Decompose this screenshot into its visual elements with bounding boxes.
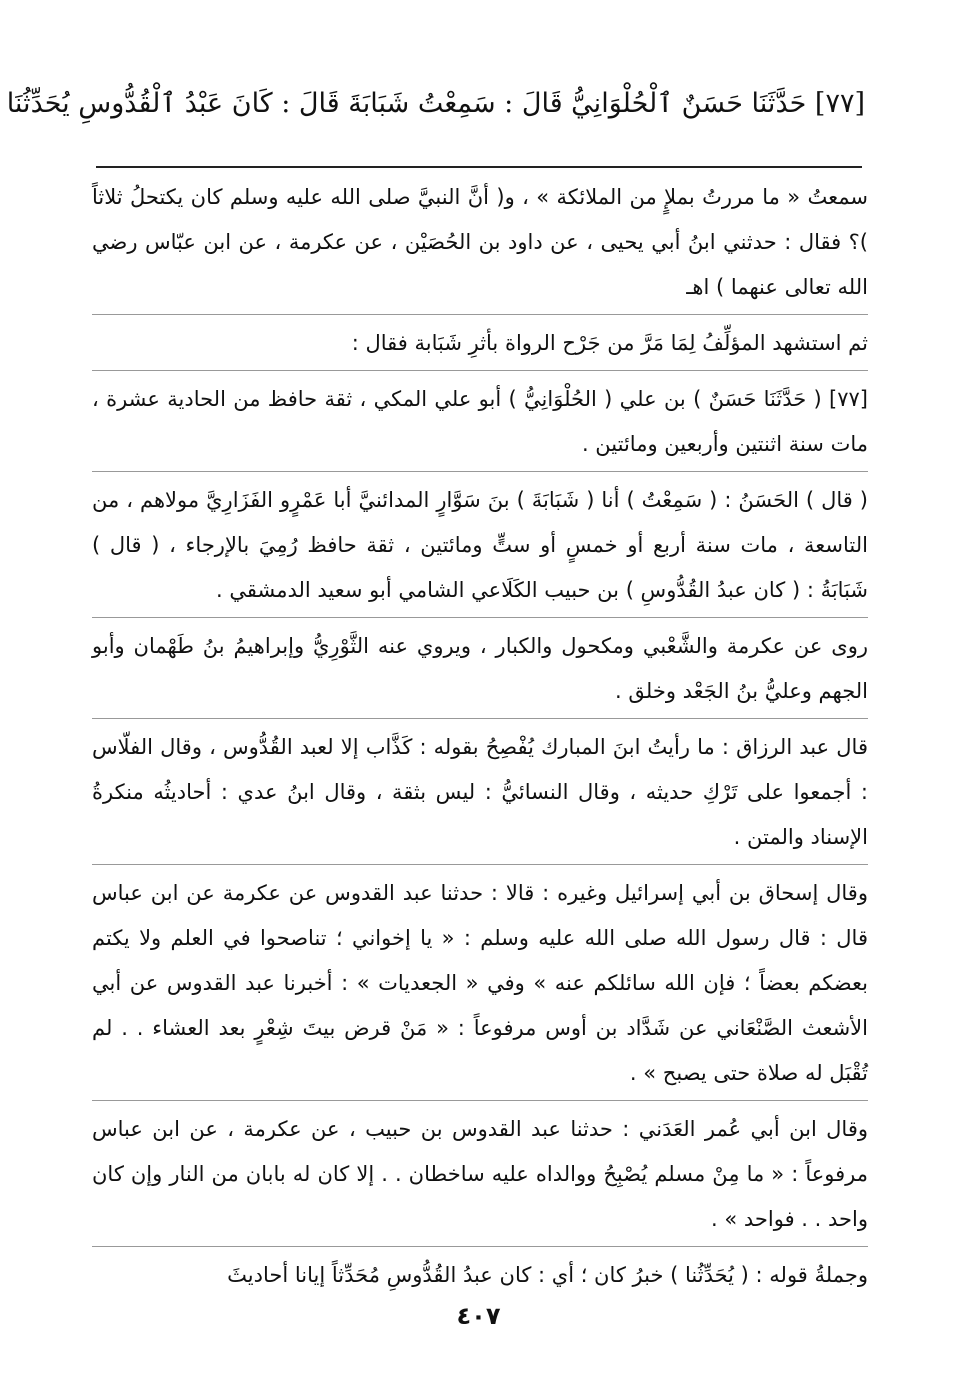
paragraph-separator: [92, 718, 868, 719]
paragraph-separator: [92, 617, 868, 618]
paragraph-5: روى عن عكرمة والشَّعْبي ومكحول والكبار ، ويروي عنه الثَّوْرِيُّ وإبراهيمُ بنُ طَهْمان وأبو الجهم وعليُّ بنُ الجَعْد وخلق .: [92, 634, 868, 703]
paragraph-9: وجملةُ قوله : ( يُحَدِّثُنا ) خبرُ كان ؛ أي : كان عبدُ القُدُّوسِ مُحَدِّثاً إيانا أحاديثَ: [227, 1263, 868, 1287]
paragraph-3: [٧٧] ( حَدَّثَنَا حَسَنٌ ) بن علي ( الحُلْوَانِيُّ ) أبو علي المكي ، ثقة حافظ من الحادية عشرة ، مات سنة اثنتين وأربعين ومائتين .: [92, 387, 868, 456]
paragraph-separator: [92, 1100, 868, 1101]
paragraph-4: ( قال ) الحَسَنُ : ( سَمِعْتُ ) أنا ( شَبَابَةَ ) بنَ سَوَّارٍ المدائنيَّ أبا عَمْرٍو الفَزَارِيَّ مولاهم ، من التاسعة ، مات سنة أربع أو خمسٍ أو ستٍّ ومائتين ، ثقة حافظ رُمِيَ بالإرجاء ، ( قال ) شَبَابَةُ : ( كان عبدُ القُدُّوسِ ) بن حبيب الكَلَاعي الشامي أبو سعيد الدمشقي .: [92, 488, 868, 602]
hadith-header: [٧٧] حَدَّثَنَا حَسَنٌ ٱلْحُلْوَانِيُّ قَالَ : سَمِعْتُ شَبَابَةَ قَالَ : كَانَ عَبْدُ ٱلْقُدُّوسِ يُحَدِّثُنَا: [6, 88, 865, 119]
paragraph-7: وقال إسحاق بن أبي إسرائيل وغيره : قالا : حدثنا عبد القدوس عن عكرمة عن ابن عباس قال : قال رسول الله صلى الله عليه وسلم : « يا إخواني ؛ تناصحوا في العلم ولا يكتم بعضكم بعضاً ؛ فإن الله سائلكم عنه » وفي « الجعديات » : أخبرنا عبد القدوس عن أبي الأشعث الصَّنْعَاني عن شَدَّاد بن أوس مرفوعاً : « مَنْ قرض بيتَ شِعْرٍ بعد العشاء . . لم تُقْبَل له صلاة حتى يصبح » .: [92, 881, 868, 1085]
paragraph-1: سمعتُ « ما مررتُ بملإٍ من الملائكة » ، و( أنَّ النبيَّ صلى الله عليه وسلم كان يكتحلُ ثلاثاً )؟ فقال : حدثني ابنُ أبي يحيى ، عن داود بن الحُصَيْن ، عن عكرمة ، عن ابن عبّاس رضي الله تعالى عنهما ) اهـ: [92, 185, 868, 299]
page-number: ٤٠٧: [456, 1302, 501, 1330]
paragraph-separator: [92, 471, 868, 472]
commentary-body: [92, 175, 868, 1301]
paragraph-2: ثم استشهد المؤلِّفُ لِمَا مَرَّ من جَرْح الرواة بأثرِ شَبَابة فقال :: [351, 331, 868, 355]
paragraph-8: وقال ابن أبي عُمر العَدَني : حدثنا عبد القدوس بن حبيب ، عن عكرمة ، عن ابن عباس مرفوعاً : « ما مِنْ مسلم يُصْبِحُ ووالداه عليه ساخطان . . إلا كان له بابان من النار وإن كان واحد . . فواحد » .: [92, 1117, 868, 1231]
header-rule: [96, 166, 862, 168]
paragraph-separator: [92, 1246, 868, 1247]
paragraph-6: قال عبد الرزاق : ما رأيتُ ابنَ المبارك يُفْصِحُ بقوله : كَذَّاب إلا لعبد القُدُّوس ، وقال الفلّاس : أجمعوا على تَرْكِ حديثه ، وقال النسائيُّ : ليس بثقة ، وقال ابنُ عدي : أحاديثُه منكرةُ الإسناد والمتن .: [92, 735, 868, 849]
paragraph-separator: [92, 314, 868, 315]
paragraph-separator: [92, 370, 868, 371]
paragraph-separator: [92, 864, 868, 865]
